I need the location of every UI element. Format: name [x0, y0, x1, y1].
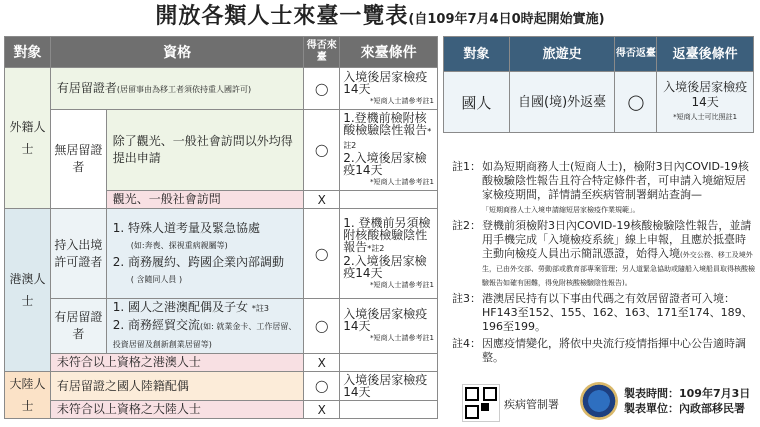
hk-row1-ok: ◯: [304, 209, 340, 299]
qr-code-icon[interactable]: [462, 384, 500, 422]
right-header-condition: 返臺後條件: [657, 37, 754, 72]
foreign-row2-ok: ◯: [304, 110, 340, 191]
hk-row1-cond1: 1. 登機前另須檢附核酸檢驗陰性報告: [343, 215, 431, 254]
foreign-row-1: [5, 68, 438, 110]
foreign-row2-cond1: 1.登機前檢附核酸檢驗陰性報告: [343, 111, 428, 137]
hk-row1-item2: 2. 商務履約、跨國企業內部調動: [112, 254, 285, 269]
cn-row1-qualification: 有居留證之國人陸籍配偶: [50, 372, 303, 401]
note-2-text: 登機前須檢附3日內COVID-19核酸檢驗陰性報告，並請用手機完成「入境檢疫系統」線上申報，且應於抵臺時主動向檢疫人員出示簡訊憑證，始得入境: [482, 219, 752, 260]
main-table: [4, 36, 438, 419]
hk-row1-condition: [340, 209, 438, 299]
hk-row2-item2: 2. 商務經貿交流: [112, 318, 201, 332]
note-1: [452, 160, 756, 216]
hk-row3-condition: [340, 354, 438, 372]
hk-row2-note3: *註3: [251, 304, 269, 313]
title-main: 開放各類人士來臺一覽表: [155, 4, 409, 29]
hk-row2-condition: [340, 299, 438, 354]
note-4-text: 因應疫情變化，將依中央流行疫情指揮中心公告適時調整。: [482, 337, 746, 364]
right-note: *短商人士可比照註1: [673, 112, 738, 121]
foreign-row3-condition: [340, 191, 438, 209]
hk-row1-item1: 1. 特殊人道考量及緊急協處: [112, 220, 261, 235]
footer: [462, 382, 756, 424]
hk-row-1: [5, 209, 438, 299]
note-2: [452, 219, 756, 289]
hk-row1-item1-small: (如:奔喪、探視重病親屬等): [130, 240, 228, 250]
right-table: [443, 36, 754, 133]
cn-row2-condition: [340, 401, 438, 419]
foreign-residence-small: (居留事由為移工者須依持重人國許可): [116, 84, 252, 94]
header-condition: 來臺條件: [340, 37, 438, 68]
immigration-seal-icon: [580, 382, 618, 420]
right-header-history: 旅遊史: [509, 37, 615, 72]
right-condition: [657, 72, 754, 133]
note-3-text: 港澳居民持有以下事由代碼之有效居留證者可入境：HF143至152、155、162、163、171至174、189、196至199。: [482, 292, 753, 333]
page-title: [0, 2, 760, 32]
header-qualification: 資格: [50, 37, 303, 68]
title-sub: (自109年7月4日0時起開始實施): [408, 12, 605, 27]
made-info: [624, 386, 750, 416]
hk-row-2: [5, 299, 438, 354]
hk-row1-note2: *註2: [367, 243, 385, 253]
hk-row2-qualification: [106, 299, 304, 354]
note-1-text: 如為短期商務人士(短商人士)，檢附3日內COVID-19核酸檢驗陰性報告且符合特定條件者，可申請入境縮短居家檢疫期間，詳情請至疾病管制署網站查詢—: [482, 160, 749, 201]
cdc-label: 疾病管制署: [504, 398, 559, 411]
cn-row-2: [5, 401, 438, 419]
right-history: 自國(境)外返臺: [509, 72, 615, 133]
made-time: 製表時間：109年7月3日: [624, 387, 751, 400]
note-3-label: 註3：: [452, 292, 481, 305]
foreign-category: 外籍人士: [5, 68, 51, 209]
note-3: [452, 292, 756, 334]
foreign-row-2: [5, 110, 438, 191]
right-cond-text: 入境後居家檢疫14天: [663, 79, 748, 109]
foreign-row3-ok: X: [304, 191, 340, 209]
hk-residence-label: 有居留證者: [50, 299, 106, 354]
right-row: [444, 72, 754, 133]
right-header-target: 對象: [444, 37, 510, 72]
cn-row1-ok: ◯: [304, 372, 340, 401]
foreign-row2-cond2: 2.入境後居家檢疫14天: [343, 151, 427, 177]
hk-row2-note: *短商人士請參考註1: [370, 334, 434, 342]
main-header-row: [5, 37, 438, 68]
foreign-row2-condition: [340, 110, 438, 191]
hk-row2-ok: ◯: [304, 299, 340, 354]
note-2-small: (外交公務、移工及境外生，已由外交部、勞動部或教育部專案管理；另人道緊急協助或隨船入境船員取得核酸檢驗報告如確有困難，得免附核酸檢驗陰性報告)。: [482, 251, 755, 287]
hk-row-3: [5, 354, 438, 372]
foreign-row2-qualification: 除了觀光、一般社會訪問以外均得提出申請: [106, 110, 304, 191]
right-ok: ◯: [615, 72, 657, 133]
foreign-residence-text: 有居留證者: [56, 80, 117, 95]
foreign-row1-note: *短商人士請參考註1: [370, 96, 434, 105]
hk-row2-item2-small: (如: 就業金卡、工作居留、投資居留及創新創業居留等): [112, 322, 297, 349]
hk-row3-ok: X: [304, 354, 340, 372]
header-ok: 得否來臺: [304, 37, 340, 68]
hk-row1-cond2: 2.入境後居家檢疫14天: [343, 253, 427, 280]
made-unit: 製表單位：內政部移民署: [624, 402, 745, 415]
hk-row3-qualification: 未符合以上資格之港澳人士: [50, 354, 303, 372]
hk-entry-label: 持入出境許可證者: [50, 209, 106, 299]
foreign-row1-ok: ◯: [304, 68, 340, 110]
cn-row1-condition: 入境後居家檢疫14天: [340, 372, 438, 401]
hk-row1-item2-small: ( 含隨同人員 ): [130, 274, 183, 284]
hk-category: 港澳人士: [5, 209, 51, 372]
hk-row1-note: *短商人士請參考註1: [370, 280, 434, 289]
foreign-row1-condition: [340, 68, 438, 110]
note-1-label: 註1：: [452, 160, 481, 173]
hk-row2-cond-text: 入境後居家檢疫14天: [343, 307, 428, 333]
header-target: 對象: [5, 37, 51, 68]
foreign-row3-qualification: 觀光、一般社會訪問: [106, 191, 304, 209]
right-header-row: [444, 37, 754, 72]
foreign-row1-cond-text: 入境後居家檢疫14天: [343, 69, 428, 96]
cn-row2-ok: X: [304, 401, 340, 419]
right-header-ok: 得否返臺: [615, 37, 657, 72]
note-2-label: 註2：: [452, 219, 481, 232]
note-4: [452, 337, 756, 365]
right-target: 國人: [444, 72, 510, 133]
cn-row2-qualification: 未符合以上資格之大陸人士: [50, 401, 303, 419]
hk-row1-qualification: [106, 209, 304, 299]
note-1-small: 「短期商務人士入境申請縮短居家檢疫作業規範」。: [482, 206, 640, 214]
foreign-row2-note: *短商人士請參考註1: [370, 178, 434, 186]
foreign-row2-note2: *註2: [343, 127, 432, 150]
cn-category: 大陸人士: [5, 372, 51, 419]
hk-row2-item1: 1. 國人之港澳配偶及子女: [112, 300, 249, 314]
foreign-residence-qualification: [50, 68, 303, 110]
foreign-noresidence-label: 無居留證者: [50, 110, 106, 209]
note-4-label: 註4：: [452, 337, 481, 350]
cn-row-1: [5, 372, 438, 401]
notes-section: [452, 160, 756, 368]
